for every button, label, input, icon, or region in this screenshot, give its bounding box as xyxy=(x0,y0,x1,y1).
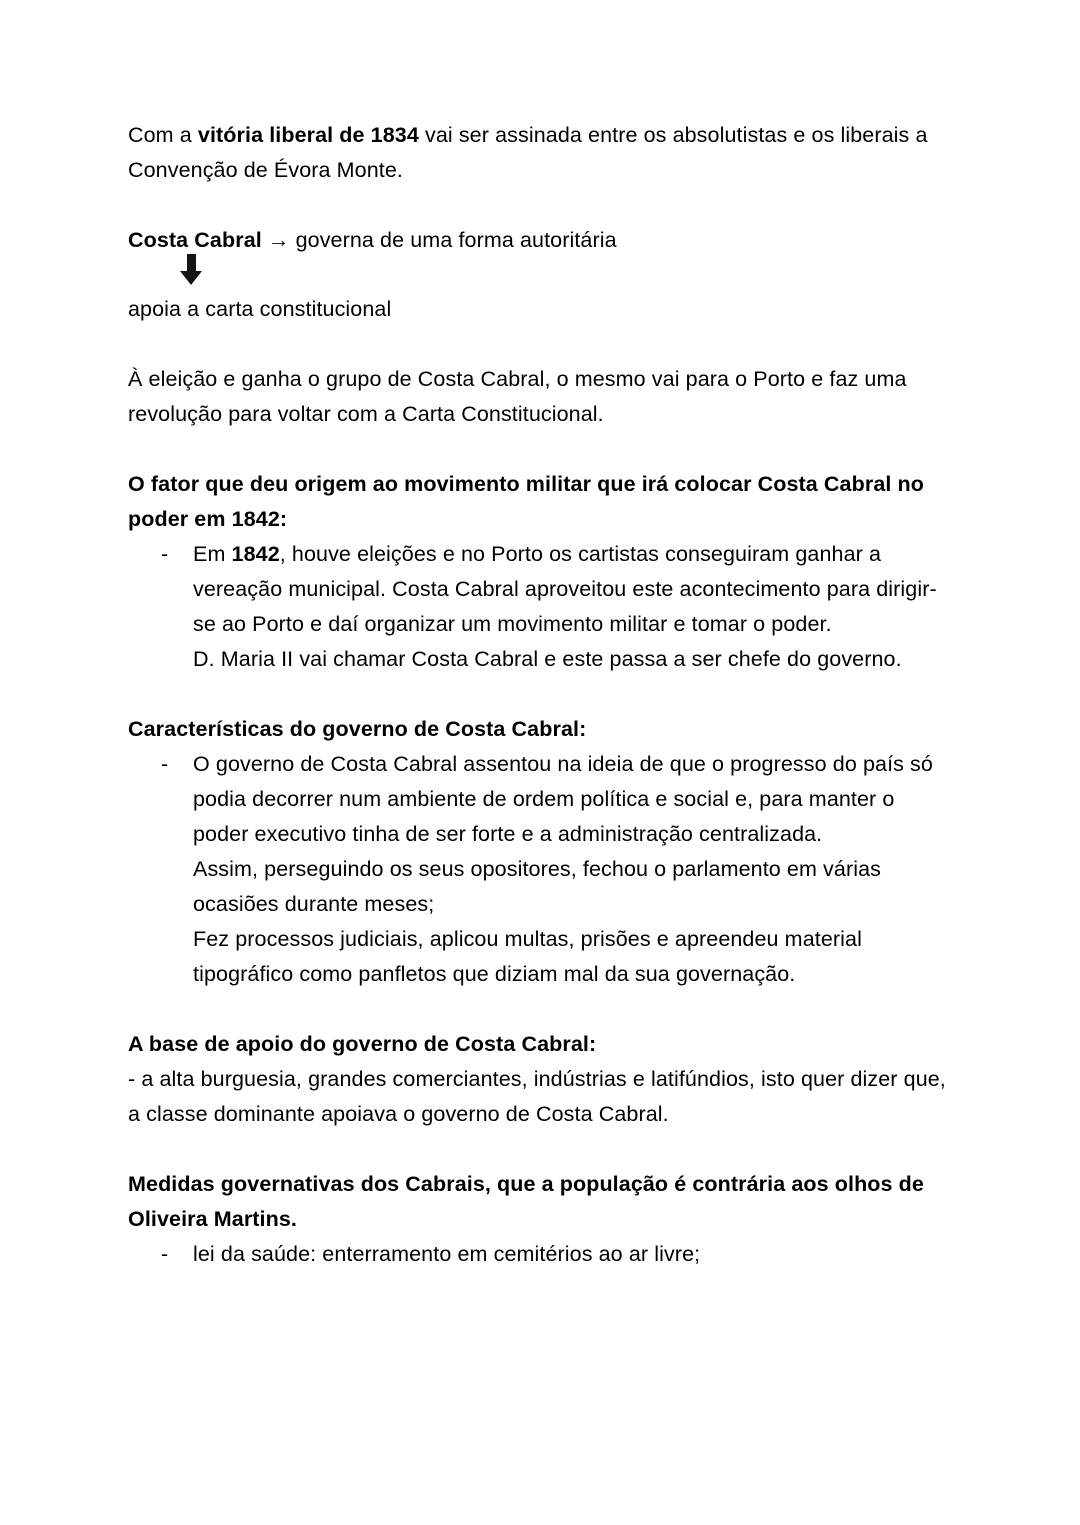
dash-marker: - xyxy=(161,1242,169,1266)
paragraph-eleicao: À eleição e ganha o grupo de Costa Cabral, o mesmo vai para o Porto e faz uma revolução para voltar com a Carta Constitucional. xyxy=(128,367,907,426)
heading-caracteristicas-governo: Características do governo de Costa Cabral: xyxy=(128,717,587,741)
costa-cabral-label: Costa Cabral xyxy=(128,228,262,252)
list-caracteristicas xyxy=(128,747,952,852)
bullet-caracteristicas-text: O governo de Costa Cabral assentou na ideia de que o progresso do país só podia decorrer num ambiente de ordem política e social e, para manter o poder executivo tinha de ser forte e a administração centralizada. xyxy=(193,752,933,846)
spacer xyxy=(128,188,952,223)
paragraph-1-bold: vitória liberal de 1834 xyxy=(197,123,419,147)
costa-cabral-rest: governa de uma forma autoritária xyxy=(289,228,617,252)
paragraph-vitoria-liberal xyxy=(128,118,952,188)
paragraph-1-rest: vai ser assinada entre os absolutistas e os liberais a Convenção de Évora Monte. xyxy=(128,123,928,182)
bullet-medidas-text: lei da saúde: enterramento em cemitérios ao ar livre; xyxy=(193,1242,701,1266)
bullet-fator-rest: , houve eleições e no Porto os cartistas conseguiram ganhar a vereação municipal. Costa Cabral aproveitou este acontecimento para dirigir-se ao Porto e daí organizar um movimento militar e tomar o poder. xyxy=(193,542,937,636)
paragraph-1-lead: Com a xyxy=(128,123,198,147)
continuation-processos-judiciais: Fez processos judiciais, aplicou multas, prisões e apreendeu material tipográfico como panfletos que diziam mal da sua governação. xyxy=(193,927,862,986)
spacer xyxy=(128,1132,952,1167)
bullet-fator-lead: Em xyxy=(193,542,232,566)
continuation-maria-ii: D. Maria II vai chamar Costa Cabral e este passa a ser chefe do governo. xyxy=(193,647,902,671)
spacer xyxy=(128,432,952,467)
costa-cabral-line xyxy=(128,223,952,258)
apoia-carta-line: apoia a carta constitucional xyxy=(128,297,392,321)
dash-marker: - xyxy=(161,752,169,776)
list-item xyxy=(128,1237,952,1272)
down-arrow-head xyxy=(180,271,202,285)
list-item xyxy=(128,537,952,642)
dash-marker: - xyxy=(161,542,169,566)
heading-medidas-governativas: Medidas governativas dos Cabrais, que a população é contrária aos olhos de Oliveira Martins. xyxy=(128,1172,924,1231)
continuation-assim-perseguindo: Assim, perseguindo os seus opositores, fechou o parlamento em várias ocasiões durante meses; xyxy=(193,857,881,916)
arrow-glyph-text: → xyxy=(267,228,290,252)
list-item xyxy=(128,747,952,852)
heading-fator-movimento-militar: O fator que deu origem ao movimento militar que irá colocar Costa Cabral no poder em 1842: xyxy=(128,472,924,531)
paragraph-base-apoio: - a alta burguesia, grandes comerciantes, indústrias e latifúndios, isto quer dizer que, a classe dominante apoiava o governo de Costa Cabral. xyxy=(128,1067,946,1126)
spacer xyxy=(128,327,952,362)
list-medidas xyxy=(128,1237,952,1272)
list-fator xyxy=(128,537,952,642)
heading-base-apoio: A base de apoio do governo de Costa Cabral: xyxy=(128,1032,597,1056)
bullet-fator-bold: 1842 xyxy=(231,542,280,566)
spacer xyxy=(128,677,952,712)
spacer xyxy=(128,992,952,1027)
down-arrow-icon xyxy=(180,258,952,292)
